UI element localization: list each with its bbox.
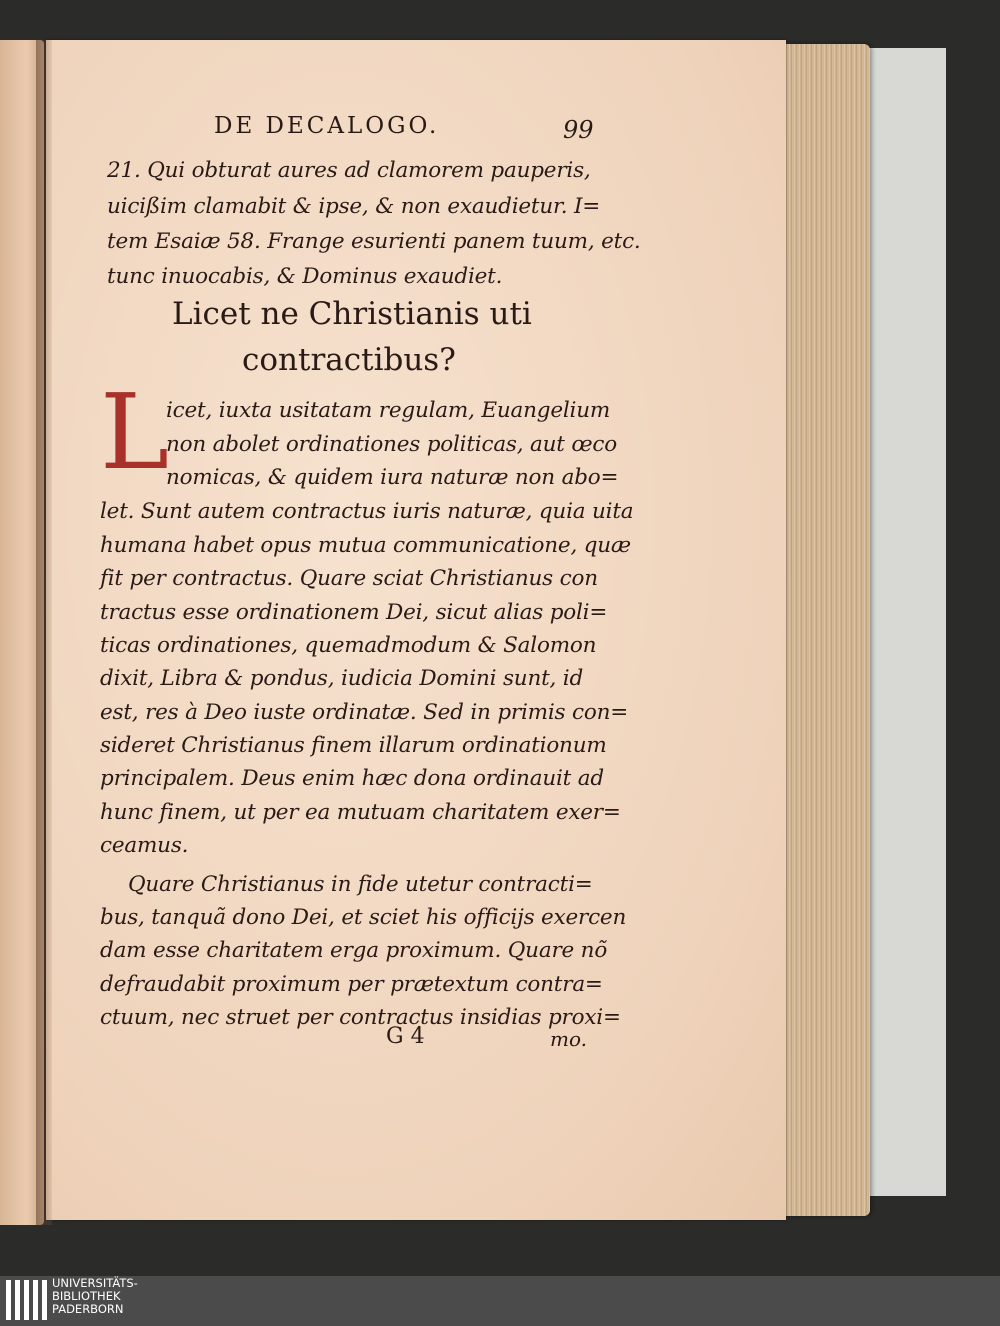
library-name: [52, 1277, 138, 1316]
library-logo-icon: [6, 1278, 48, 1322]
text-line: tractus esse ordinationem Dei, sicut alias poli=: [100, 600, 608, 625]
text-line: bus, tanquã dono Dei, et sciet his officijs exercen: [100, 905, 627, 930]
text-line: tunc inuocabis, & Dominus exaudiet.: [107, 264, 503, 289]
text-line: defraudabit proximum per prætextum contra=: [100, 972, 603, 997]
text-line: tem Esaiæ 58. Frange esurienti panem tuum, etc.: [107, 229, 641, 254]
library-name-line: BIBLIOTHEK: [52, 1289, 121, 1303]
text-line: ctuum, nec struet per contractus insidias proxi=: [100, 1005, 621, 1030]
drop-cap: L: [100, 371, 170, 493]
text-line: icet, iuxta usitatam regulam, Euangelium: [166, 398, 611, 423]
library-name-line: PADERBORN: [52, 1302, 124, 1316]
catchword: mo.: [550, 1027, 588, 1051]
page-block-edges: [778, 44, 870, 1216]
text-line: sideret Christianus finem illarum ordinationum: [100, 733, 607, 758]
text-line: uicißim clamabit & ipse, & non exaudietur. I=: [107, 194, 601, 219]
text-line: principalem. Deus enim hæc dona ordinauit ad: [100, 766, 604, 791]
section-heading: Licet ne Christianis uti: [172, 296, 532, 332]
text-line: fit per contractus. Quare sciat Christianus con: [100, 566, 598, 591]
text-line: Quare Christianus in fide utetur contracti=: [128, 872, 593, 897]
section-heading: contractibus?: [242, 342, 456, 378]
page-number: 99: [563, 116, 594, 144]
text-line: humana habet opus mutua communicatione, quæ: [100, 533, 631, 558]
library-name-line: UNIVERSITÄTS-: [52, 1276, 138, 1290]
text-line: dixit, Libra & pondus, iudicia Domini sunt, id: [100, 666, 584, 691]
text-line: dam esse charitatem erga proximum. Quare nõ: [100, 938, 608, 963]
text-line: 21. Qui obturat aures ad clamorem pauperis,: [107, 158, 591, 183]
signature-mark: G 4: [386, 1024, 425, 1049]
footer-bar: [0, 1276, 1000, 1326]
text-line: est, res à Deo iuste ordinatæ. Sed in primis con=: [100, 700, 629, 725]
text-line: ceamus.: [100, 833, 189, 858]
gutter-shadow: [36, 40, 52, 1225]
text-line: hunc finem, ut per ea mutuam charitatem exer=: [100, 800, 621, 825]
text-line: nomicas, & quidem iura naturæ non abo=: [166, 465, 619, 490]
text-line: ticas ordinationes, quemadmodum & Salomon: [100, 633, 597, 658]
text-line: non abolet ordinationes politicas, aut œco: [166, 432, 618, 457]
text-line: let. Sunt autem contractus iuris naturæ, quia uita: [100, 499, 634, 524]
running-head: DE DECALOGO.: [214, 113, 440, 139]
